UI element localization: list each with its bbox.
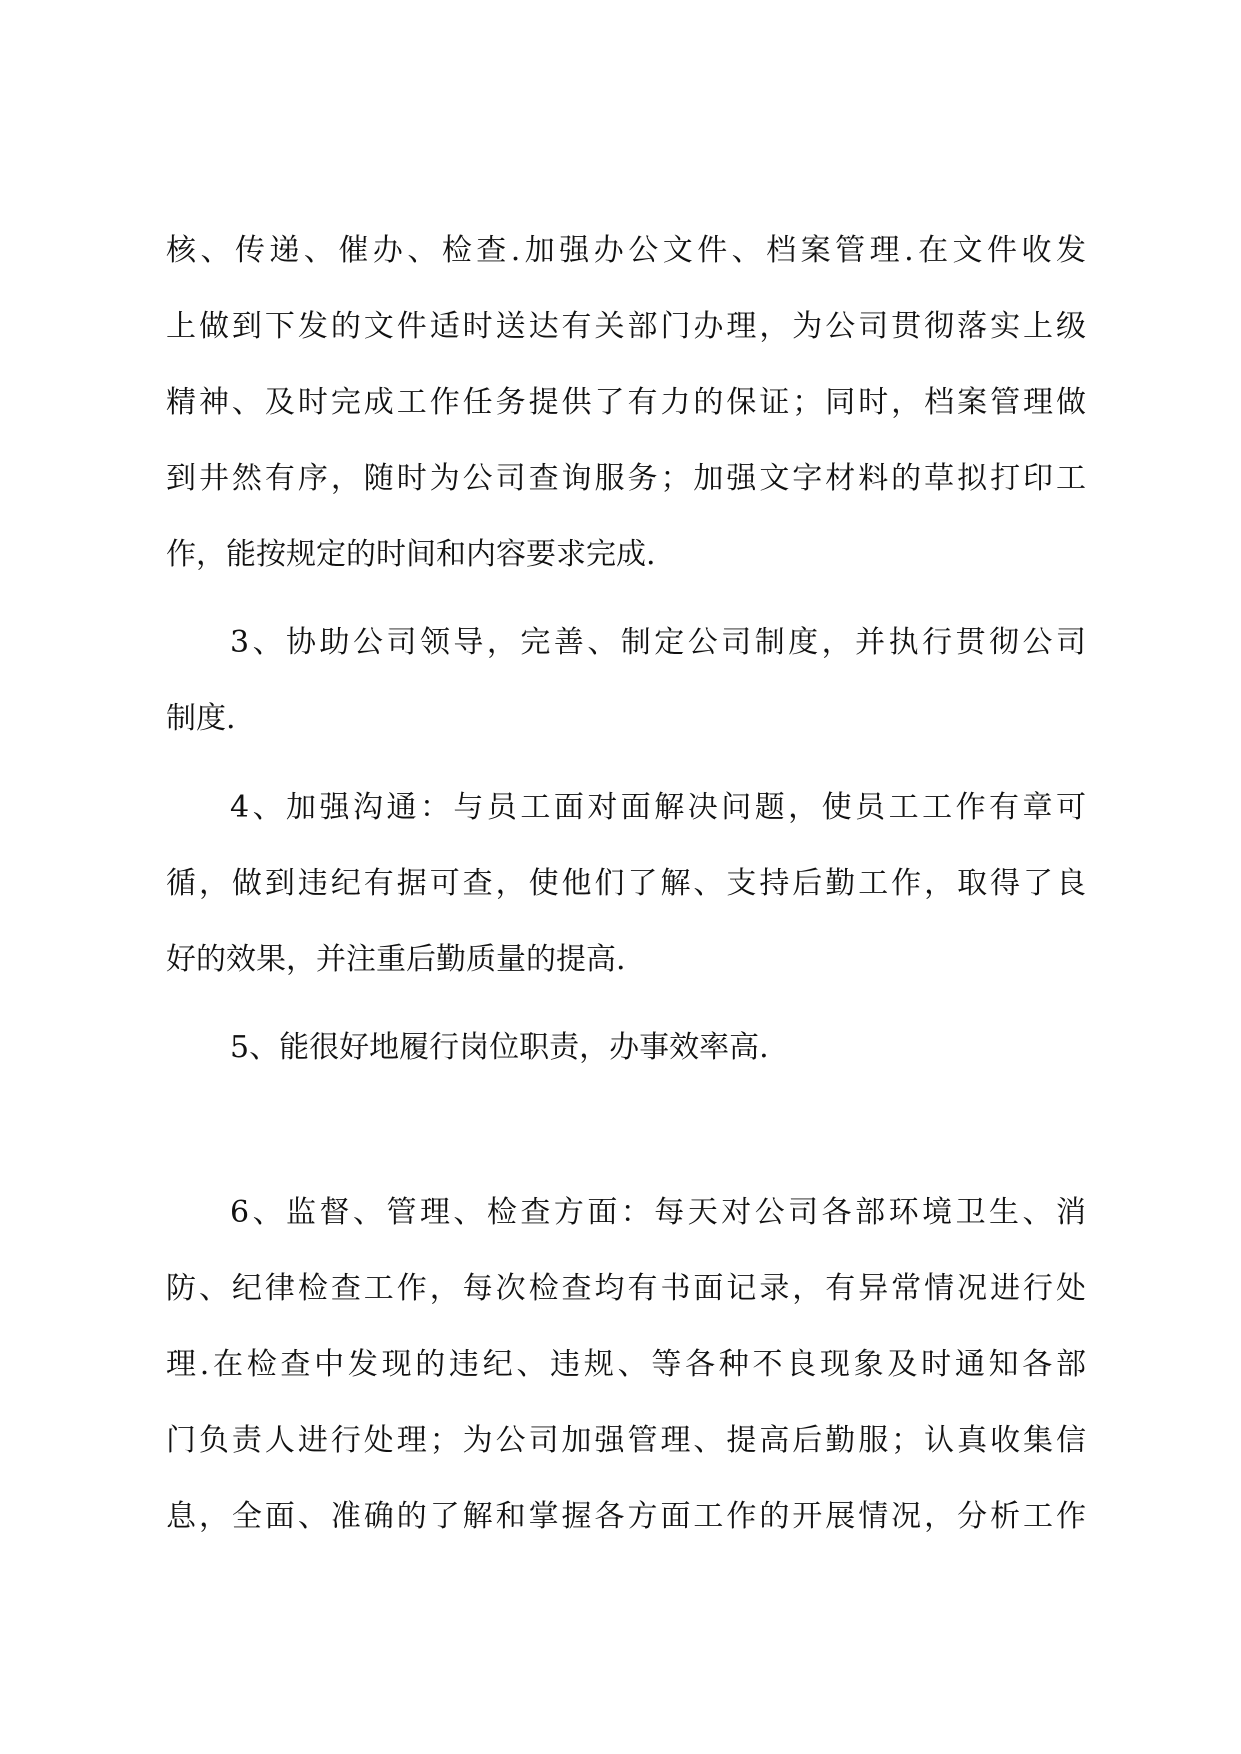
text-line: 门负责人进行处理；为公司加强管理、提高后勤服；认真收集信 [166, 1423, 1086, 1458]
text-line: 上做到下发的文件适时送达有关部门办理，为公司贯彻落实上级 [166, 309, 1086, 344]
text-line: 5、能很好地履行岗位职责，办事效率高. [230, 1030, 769, 1065]
text-line: 息，全面、准确的了解和掌握各方面工作的开展情况，分析工作 [166, 1499, 1086, 1534]
text-line: 循，做到违纪有据可查，使他们了解、支持后勤工作，取得了良 [166, 866, 1086, 901]
text-line: 到井然有序，随时为公司查询服务；加强文字材料的草拟打印工 [166, 461, 1086, 496]
paragraph-6 [166, 1175, 1086, 1555]
paragraph-4 [166, 770, 1086, 998]
text-line: 3、协助公司领导，完善、制定公司制度，并执行贯彻公司 [230, 625, 1086, 660]
text-line: 理.在检查中发现的违纪、违规、等各种不良现象及时通知各部 [166, 1347, 1086, 1382]
text-line: 核、传递、催办、检查.加强办公文件、档案管理.在文件收发 [166, 233, 1086, 268]
text-line: 好的效果，并注重后勤质量的提高. [166, 942, 626, 977]
paragraph-5 [166, 1010, 1086, 1086]
paragraph-1 [166, 213, 1086, 593]
paragraph-3 [166, 605, 1086, 757]
text-line: 防、纪律检查工作，每次检查均有书面记录，有异常情况进行处 [166, 1271, 1086, 1306]
text-line: 精神、及时完成工作任务提供了有力的保证；同时，档案管理做 [166, 385, 1086, 420]
text-line: 制度. [166, 701, 236, 736]
text-line: 4、加强沟通：与员工面对面解决问题，使员工工作有章可 [230, 790, 1086, 825]
text-line: 6、监督、管理、检查方面：每天对公司各部环境卫生、消 [230, 1195, 1086, 1230]
text-line: 作，能按规定的时间和内容要求完成. [166, 537, 656, 572]
